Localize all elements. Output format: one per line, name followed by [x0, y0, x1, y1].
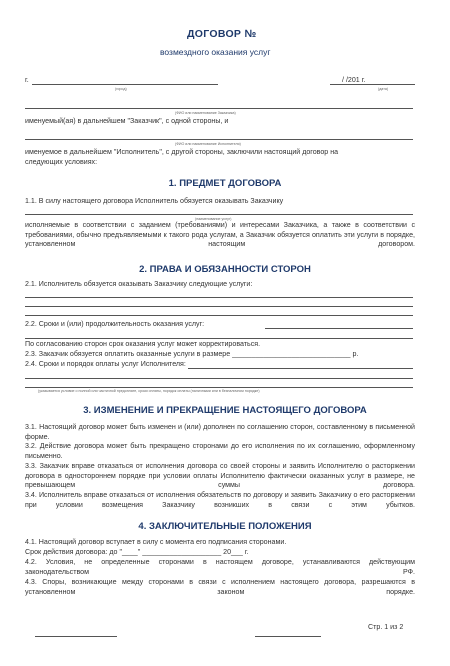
- document-subtitle: возмездного оказания услуг: [160, 47, 271, 57]
- clause-4-3: 4.3. Споры, возникающие между сторонами в связи с исполнением настоящего договора, разрешаются в установленном законом порядке.: [25, 578, 415, 596]
- services-line[interactable]: [25, 214, 413, 215]
- city-line[interactable]: [32, 84, 218, 85]
- signature-line-customer[interactable]: [35, 636, 117, 637]
- executor-text-2: следующих условиях:: [25, 158, 98, 166]
- terms-line-2[interactable]: [25, 338, 413, 339]
- document-title: ДОГОВОР №: [187, 28, 257, 40]
- clause-4-1: 4.1. Настоящий договор вступает в силу с момента его подписания сторонами.: [25, 538, 287, 546]
- clause-3-4: 3.4. Исполнитель вправе отказаться от исполнения обязательств по договору и заявить Заказчику о его расторжении при условии возмещения Заказчику возникших в связи с этим убытков.: [25, 491, 415, 509]
- section-4-heading: 4. ЗАКЛЮЧИТЕЛЬНЫЕ ПОЛОЖЕНИЯ: [138, 521, 312, 532]
- services-list-line-2[interactable]: [25, 306, 413, 307]
- clause-1-1-continuation: исполняемые в соответствии с заданием (требованиями) и интересами Заказчика, а также в соответствии с требованиями, обычно предъявляемыми к такого рода услугам, а Заказчик обязуется оплатить эти услуги в порядке, установленном настоящим договором.: [25, 221, 415, 249]
- payment-caption: (указывается условие о полной или частичной предоплате, сроки оплаты, порядок оплаты (наличными или в безналичном порядке): [38, 389, 260, 393]
- services-list-line-3[interactable]: [25, 315, 413, 316]
- clause-2-1: 2.1. Исполнитель обязуется оказывать Заказчику следующие услуги:: [25, 280, 253, 288]
- executor-text-1: именуемое в дальнейшем "Исполнитель", с другой стороны, заключили настоящий договор на: [25, 148, 339, 156]
- services-list-line-1[interactable]: [25, 297, 413, 298]
- clause-1-1: 1.1. В силу настоящего договора Исполнитель обязуется оказывать Заказчику: [25, 197, 284, 205]
- payment-line-2[interactable]: [25, 378, 413, 379]
- payment-line-3[interactable]: [25, 387, 413, 388]
- signature-line-executor[interactable]: [255, 636, 321, 637]
- clause-3-3: 3.3. Заказчик вправе отказаться от исполнения договора со своей стороны и заявить Исполнителю о расторжении договора в одностороннем порядке при условии оплаты Исполнителю фактически оказанных услуг в размере, не превышающем суммы договора.: [25, 462, 415, 490]
- clause-2-3: 2.3. Заказчик обязуется оплатить оказанные услуги в размере ______________________________ р.: [25, 350, 359, 358]
- section-2-heading: 2. ПРАВА И ОБЯЗАННОСТИ СТОРОН: [139, 264, 311, 275]
- city-caption: (город): [115, 87, 127, 91]
- executor-caption: (ФИО или наименование Исполнителя): [175, 142, 241, 146]
- payment-line-1[interactable]: [188, 368, 413, 369]
- executor-line[interactable]: [25, 139, 413, 140]
- clause-2-2-note: По согласованию сторон срок оказания услуг может корректироваться.: [25, 340, 261, 348]
- customer-line[interactable]: [25, 108, 413, 109]
- section-3-heading: 3. ИЗМЕНЕНИЕ И ПРЕКРАЩЕНИЕ НАСТОЯЩЕГО ДОГОВОРА: [83, 405, 367, 416]
- date-caption: (дата): [378, 87, 389, 91]
- clause-3-1: 3.1. Настоящий договор может быть изменен и (или) дополнен по соглашению сторон, составленному в письменной форме.: [25, 423, 415, 441]
- clause-2-4: 2.4. Сроки и порядок оплаты услуг Исполнителя:: [25, 360, 186, 368]
- clause-3-2: 3.2. Действие договора может быть прекращено сторонами до его исполнения по их соглашению, оформленному письменно.: [25, 442, 415, 460]
- date-field[interactable]: / /201 г.: [342, 76, 366, 84]
- section-1-heading: 1. ПРЕДМЕТ ДОГОВОРА: [168, 178, 282, 189]
- clause-2-2: 2.2. Сроки и (или) продолжительность оказания услуг:: [25, 320, 205, 328]
- customer-text: именуемый(ая) в дальнейшем "Заказчик", с одной стороны, и: [25, 117, 229, 125]
- customer-caption: (ФИО или наименование Заказчика): [175, 111, 236, 115]
- city-prefix: г.: [25, 76, 29, 84]
- page-number: Стр. 1 из 2: [368, 623, 404, 631]
- contract-term[interactable]: Срок действия договора: до "____" ____________________ 20___ г.: [25, 548, 249, 556]
- date-line: [330, 84, 415, 85]
- clause-4-2: 4.2. Условия, не определенные сторонами в настоящем договоре, устанавливаются действующим законодательством РФ.: [25, 558, 415, 576]
- terms-line-1[interactable]: [265, 328, 413, 329]
- services-caption: (наименование услуг): [195, 217, 232, 221]
